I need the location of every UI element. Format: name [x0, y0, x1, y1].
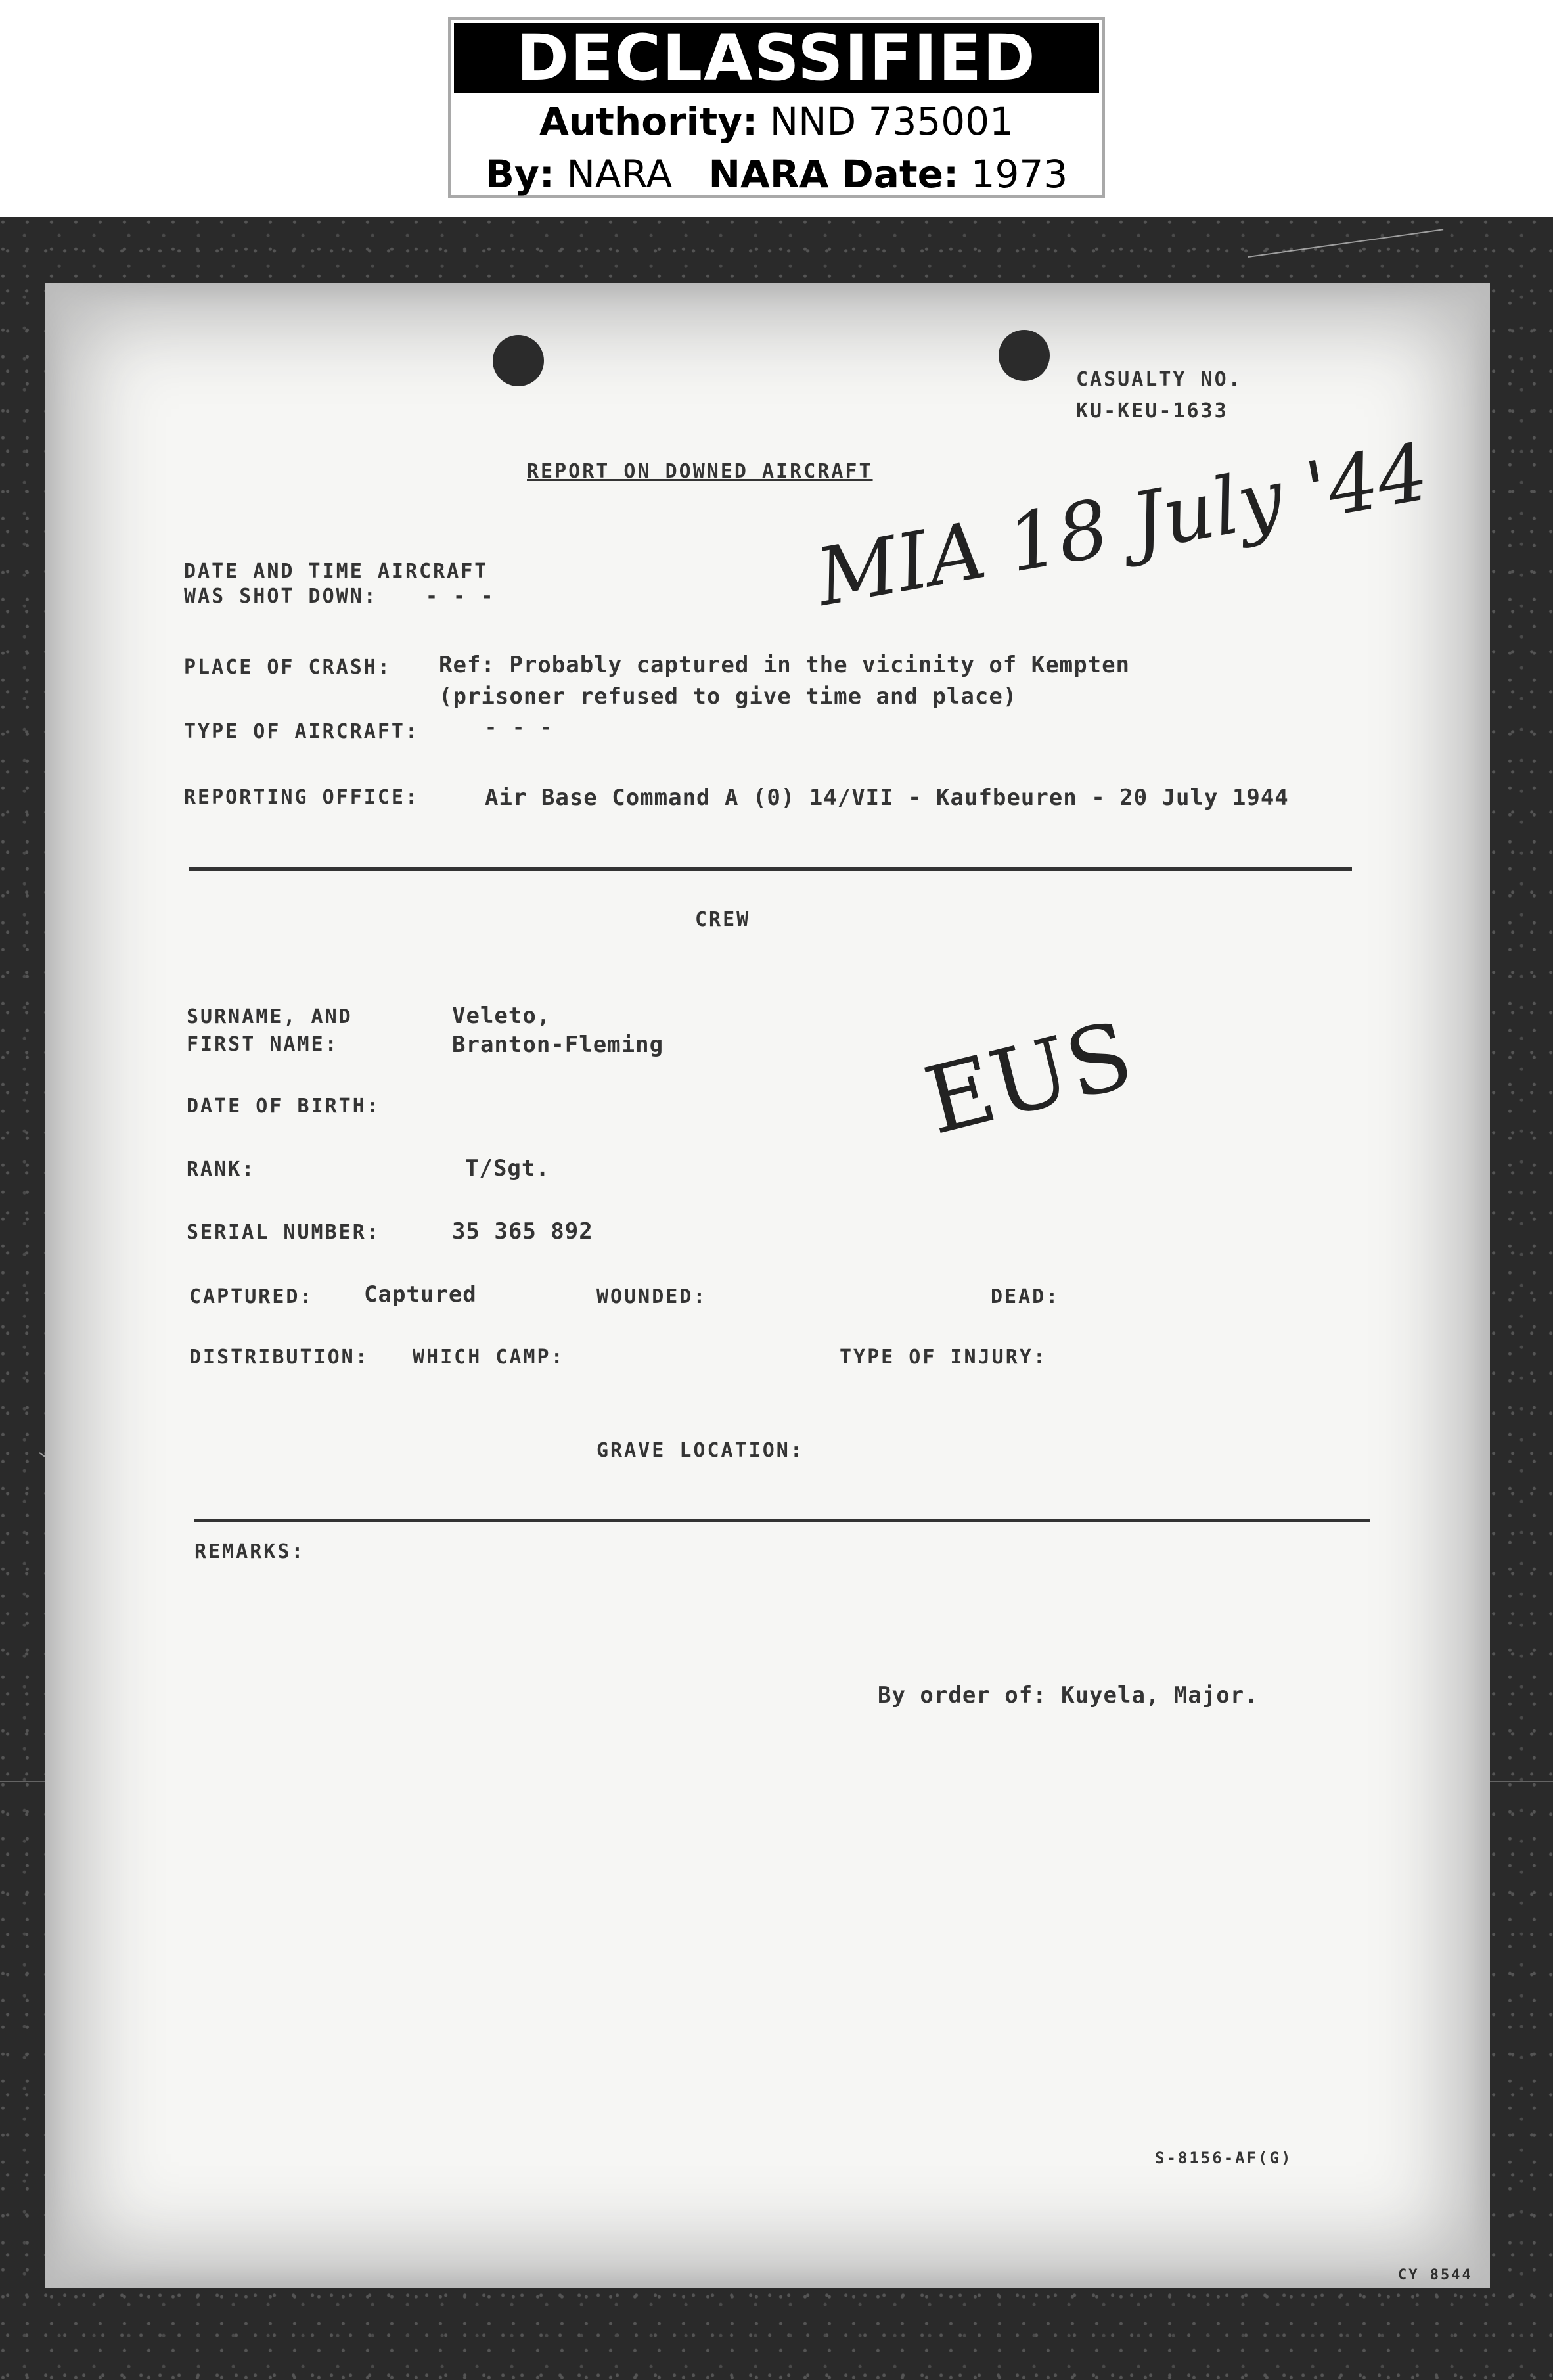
reporting-office-label: REPORTING OFFICE: — [184, 786, 420, 809]
distribution-label: DISTRIBUTION: — [189, 1346, 369, 1369]
dead-label: DEAD: — [991, 1285, 1060, 1308]
which-camp-label: WHICH CAMP: — [413, 1346, 565, 1369]
section-divider-bottom — [194, 1519, 1370, 1522]
stamp-date-label: NARA Date: — [708, 152, 959, 196]
surname-label-2: FIRST NAME: — [187, 1033, 339, 1056]
place-of-crash-label: PLACE OF CRASH: — [184, 656, 392, 679]
handwritten-initials: EUS — [914, 1001, 1143, 1156]
reporting-office-value: Air Base Command A (0) 14/VII - Kaufbeuren - 20 July 1944 — [485, 785, 1289, 811]
document-title: REPORT ON DOWNED AIRCRAFT — [527, 460, 873, 483]
serial-number-value: 35 365 892 — [452, 1218, 593, 1245]
remarks-label: REMARKS: — [194, 1540, 305, 1563]
stamp-by-line — [451, 148, 1102, 200]
footer-code: S-8156-AF(G) — [1155, 2149, 1293, 2167]
place-of-crash-value-2: (prisoner refused to give time and place) — [439, 683, 1018, 710]
type-of-aircraft-value: - - - — [485, 716, 554, 739]
stamp-title: DECLASSIFIED — [454, 23, 1099, 93]
scan-frame — [0, 217, 1553, 2380]
type-of-aircraft-label: TYPE OF AIRCRAFT: — [184, 720, 420, 743]
declassified-stamp — [448, 17, 1105, 198]
wounded-label: WOUNDED: — [596, 1285, 708, 1308]
place-of-crash-value-1: Ref: Probably captured in the vicinity of Kempten — [439, 652, 1131, 678]
rank-label: RANK: — [187, 1158, 256, 1181]
signature-line: By order of: Kuyela, Major. — [878, 1682, 1259, 1708]
section-divider-top — [189, 867, 1352, 871]
stamp-by-label: By: — [485, 152, 554, 196]
corner-mark: CY 8544 — [1398, 2267, 1473, 2283]
serial-number-label: SERIAL NUMBER: — [187, 1221, 380, 1244]
punch-hole-left — [493, 335, 544, 386]
date-time-label-2: WAS SHOT DOWN: — [184, 585, 378, 608]
type-of-injury-label: TYPE OF INJURY: — [840, 1346, 1047, 1369]
stamp-authority-label: Authority: — [539, 99, 758, 144]
crew-heading: CREW — [695, 908, 751, 931]
date-of-birth-label: DATE OF BIRTH: — [187, 1095, 380, 1118]
stamp-by-value: NARA — [566, 152, 673, 196]
stamp-authority-line — [451, 95, 1102, 148]
date-time-value: - - - — [426, 585, 495, 608]
captured-value: Captured — [364, 1281, 477, 1308]
document-page — [45, 283, 1490, 2288]
date-time-label-1: DATE AND TIME AIRCRAFT — [184, 560, 489, 583]
stamp-authority-value: NND 735001 — [769, 99, 1014, 144]
captured-label: CAPTURED: — [189, 1285, 314, 1308]
surname-value: Veleto, — [452, 1003, 551, 1029]
stamp-date-value: 1973 — [970, 152, 1068, 196]
casualty-label: CASUALTY NO. — [1076, 368, 1242, 391]
rank-value: T/Sgt. — [465, 1155, 550, 1181]
handwritten-mia-date: MIA 18 July '44 — [810, 426, 1435, 624]
surname-label-1: SURNAME, AND — [187, 1005, 353, 1028]
grave-location-label: GRAVE LOCATION: — [596, 1439, 804, 1462]
first-name-value: Branton-Fleming — [452, 1032, 664, 1058]
casualty-number: KU-KEU-1633 — [1076, 400, 1228, 423]
punch-hole-right — [999, 330, 1050, 381]
